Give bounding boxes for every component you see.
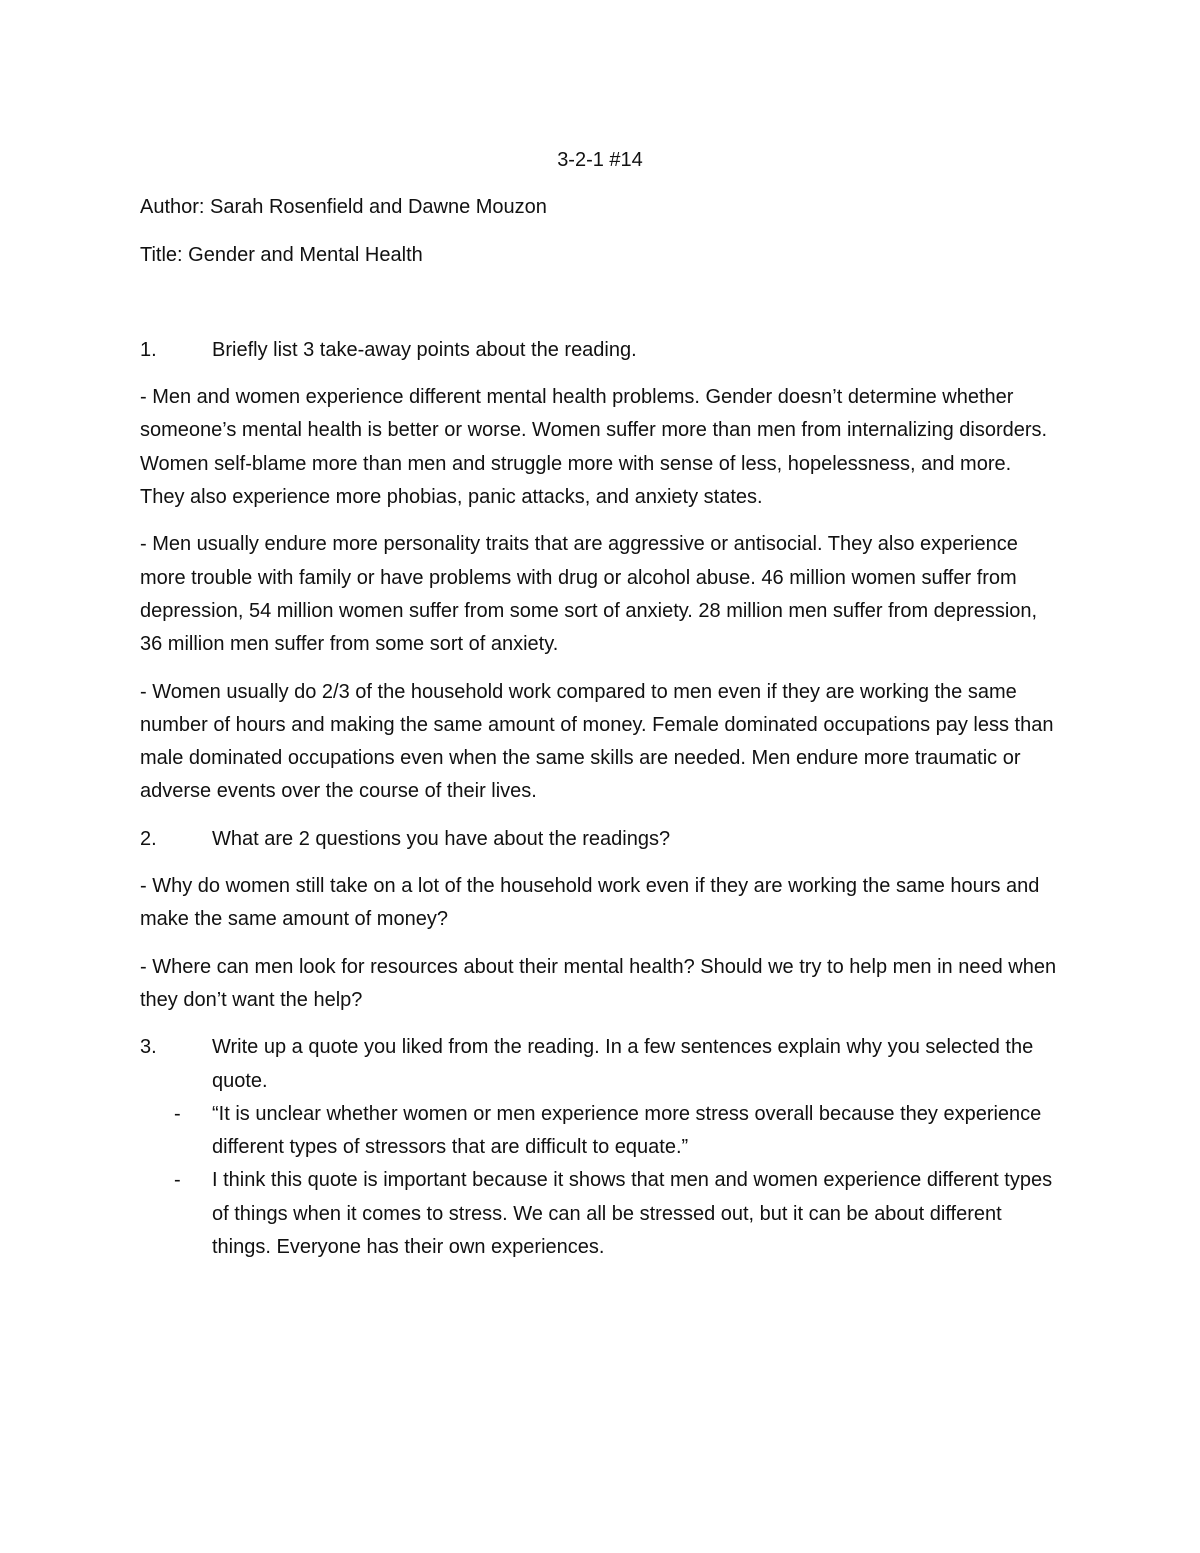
bullet-item [140, 1164, 1060, 1264]
question-3-number: 3. [140, 1036, 157, 1059]
bullet-dash: - [174, 1169, 181, 1192]
question-1-number: 1. [140, 338, 157, 361]
answer-paragraph: - Why do women still take on a lot of the household work even if they are working the same hours and make the same amount of money? [140, 875, 1040, 931]
question-1 [140, 334, 1060, 367]
answer-paragraph: - Men usually endure more personality traits that are aggressive or antisocial. They also experience more trouble with family or have problems with drug or alcohol abuse. 46 million women suffer from depression, 54 million women suffer from some sort of anxiety. 28 million men suffer from depression, 36 million men suffer from some sort of anxiety. [140, 533, 1038, 656]
explanation-text: I think this quote is important because it shows that men and women experience different types of things when it comes to stress. We can all be stressed out, but it can be about different things. Everyone has their own experiences. [212, 1169, 1053, 1259]
quote-text: “It is unclear whether women or men experience more stress overall because they experience different types of stressors that are difficult to equate.” [212, 1102, 1042, 1159]
document-heading: 3-2-1 #14 [557, 149, 643, 171]
document-content [140, 144, 1060, 1264]
question-1-text: Briefly list 3 take-away points about the reading. [212, 338, 637, 361]
blank-spacer [140, 286, 1060, 334]
author-line: Author: Sarah Rosenfield and Dawne Mouzon [140, 196, 547, 219]
question-2-number: 2. [140, 827, 157, 850]
bullet-item [140, 1098, 1060, 1165]
question-3-text: Write up a quote you liked from the reading. In a few sentences explain why you selected the quote. [212, 1036, 1034, 1092]
answer-paragraph: - Men and women experience different mental health problems. Gender doesn’t determine whether someone’s mental health is better or worse. Women suffer more than men from internalizing disorders. Women self-blame more than men and struggle more with sense of less, hopelessness, and more. They also experience more phobias, panic attacks, and anxiety states. [140, 386, 1048, 509]
bullet-dash: - [174, 1102, 181, 1125]
title-line: Title: Gender and Mental Health [140, 243, 423, 266]
question-3 [140, 1031, 1060, 1098]
answer-paragraph: - Where can men look for resources about their mental health? Should we try to help men in need when they don’t want the help? [140, 955, 1057, 1011]
question-2-text: What are 2 questions you have about the readings? [212, 827, 671, 850]
question-2 [140, 823, 1060, 856]
answer-paragraph: - Women usually do 2/3 of the household work compared to men even if they are working the same number of hours and making the same amount of money. Female dominated occupations pay less than male dominated occupations even when the same skills are needed. Men endure more traumatic or adverse events over the course of their lives. [140, 680, 1054, 803]
